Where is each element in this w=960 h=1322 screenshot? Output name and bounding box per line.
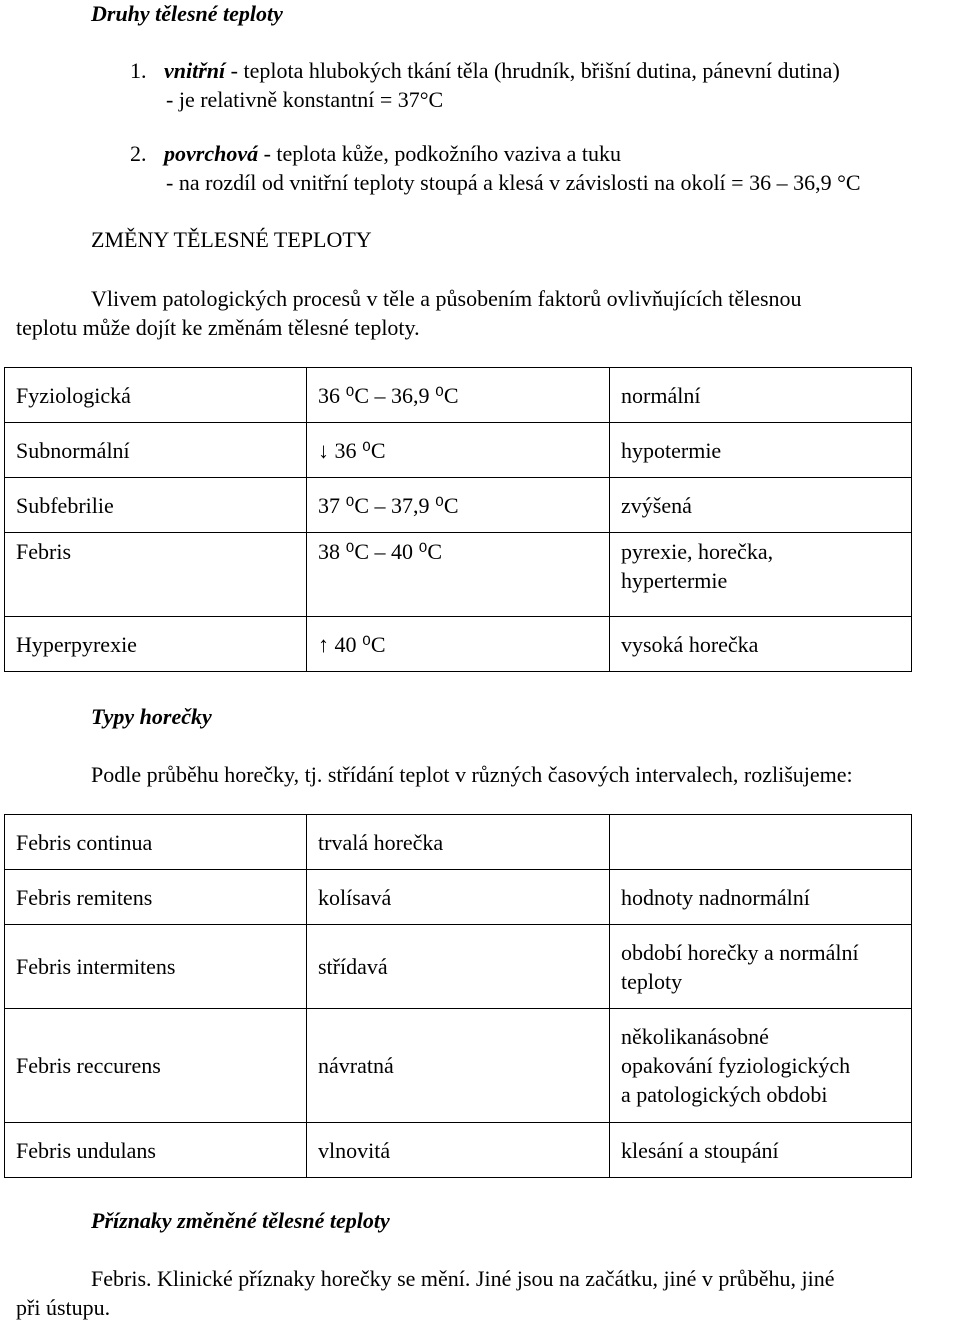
- list-term: vnitřní: [164, 58, 226, 83]
- table-row: [5, 478, 912, 533]
- table-row: [5, 617, 912, 672]
- table-row: [5, 870, 912, 925]
- fever-table: [4, 814, 912, 1178]
- table-row: [5, 1009, 912, 1123]
- temp-meaning-cell: [610, 533, 912, 617]
- section-heading-symptoms: Příznaky změněné tělesné teploty: [91, 1208, 390, 1233]
- temp-range: 37 ⁰C – 37,9 ⁰C: [307, 478, 610, 533]
- table-row: [5, 815, 912, 870]
- fever-desc-line2: teploty: [621, 968, 683, 994]
- temp-name: Subfebrilie: [5, 478, 307, 533]
- fever-type: návratná: [307, 1009, 610, 1123]
- temp-meaning: pyrexie, horečka,: [621, 539, 774, 564]
- temp-range: 36 ⁰C – 36,9 ⁰C: [307, 368, 610, 423]
- list-item-internal-text: [164, 58, 840, 84]
- fever-name: Febris undulans: [5, 1123, 307, 1178]
- intro-paragraph-line2: teplotu může dojít ke změnám tělesné teploty.: [16, 315, 420, 340]
- fever-desc: období horečky a normální: [621, 939, 859, 965]
- fever-name: Febris intermitens: [5, 925, 307, 1009]
- table-row: [5, 533, 912, 617]
- fever-desc: hodnoty nadnormální: [610, 870, 912, 925]
- section-heading-types: Druhy tělesné teploty: [91, 1, 283, 26]
- symptoms-line1: Febris. Klinické příznaky horečky se mění. Jiné jsou na začátku, jiné v průběhu, jiné: [91, 1266, 835, 1291]
- list-item-internal-line2: - je relativně konstantní = 37°C: [166, 87, 444, 112]
- temperature-table: [4, 367, 912, 672]
- list-item-surface-line2: - na rozdíl od vnitřní teploty stoupá a klesá v závislosti na okolí = 36 – 36,9 °C: [166, 170, 861, 195]
- temp-name: Fyziologická: [5, 368, 307, 423]
- list-item-surface: [130, 141, 147, 167]
- temp-name: Subnormální: [5, 423, 307, 478]
- list-item-surface-text: [164, 141, 621, 167]
- fever-desc-line2: opakování fyziologických: [621, 1053, 851, 1078]
- list-term: povrchová: [164, 141, 259, 166]
- intro-paragraph-line1: Vlivem patologických procesů v těle a působením faktorů ovlivňujících tělesnou: [91, 286, 802, 311]
- temp-name: Febris: [5, 533, 307, 617]
- section-heading-fever: Typy horečky: [91, 704, 212, 729]
- fever-desc-line3: a patologických obdobi: [621, 1082, 828, 1107]
- fever-name: Febris continua: [5, 815, 307, 870]
- fever-type: trvalá horečka: [307, 815, 610, 870]
- temp-meaning-line2: hypertermie: [621, 568, 728, 593]
- table-row: [5, 368, 912, 423]
- fever-desc-cell: [610, 1009, 912, 1123]
- fever-type: kolísavá: [307, 870, 610, 925]
- list-item-internal: [130, 58, 147, 84]
- symptoms-line2: při ústupu.: [16, 1295, 111, 1320]
- fever-desc: klesání a stoupání: [610, 1123, 912, 1178]
- temp-range: ↑ 40 ⁰C: [307, 617, 610, 672]
- fever-name: Febris remitens: [5, 870, 307, 925]
- fever-desc-cell: [610, 925, 912, 1009]
- list-number: 1.: [130, 58, 147, 83]
- temp-meaning: hypotermie: [610, 423, 912, 478]
- temp-range: ↓ 36 ⁰C: [307, 423, 610, 478]
- section-heading-changes: ZMĚNY TĚLESNÉ TEPLOTY: [91, 227, 372, 252]
- temp-name: Hyperpyrexie: [5, 617, 307, 672]
- table-row: [5, 423, 912, 478]
- list-description: - teplota hlubokých tkání těla (hrudník, břišní dutina, pánevní dutina): [225, 58, 840, 83]
- temp-range: 38 ⁰C – 40 ⁰C: [307, 533, 610, 617]
- temp-meaning: zvýšená: [610, 478, 912, 533]
- fever-type: vlnovitá: [307, 1123, 610, 1178]
- table-row: [5, 1123, 912, 1178]
- list-number: 2.: [130, 141, 147, 166]
- fever-desc: [610, 815, 912, 870]
- temp-meaning: vysoká horečka: [610, 617, 912, 672]
- temp-meaning: normální: [610, 368, 912, 423]
- table-row: [5, 925, 912, 1009]
- fever-desc: několikanásobné: [621, 1024, 769, 1049]
- fever-intro: Podle průběhu horečky, tj. střídání teplot v různých časových intervalech, rozlišujeme:: [91, 762, 853, 787]
- fever-name: Febris reccurens: [5, 1009, 307, 1123]
- list-description: - teplota kůže, podkožního vaziva a tuku: [258, 141, 621, 166]
- fever-type: střídavá: [307, 925, 610, 1009]
